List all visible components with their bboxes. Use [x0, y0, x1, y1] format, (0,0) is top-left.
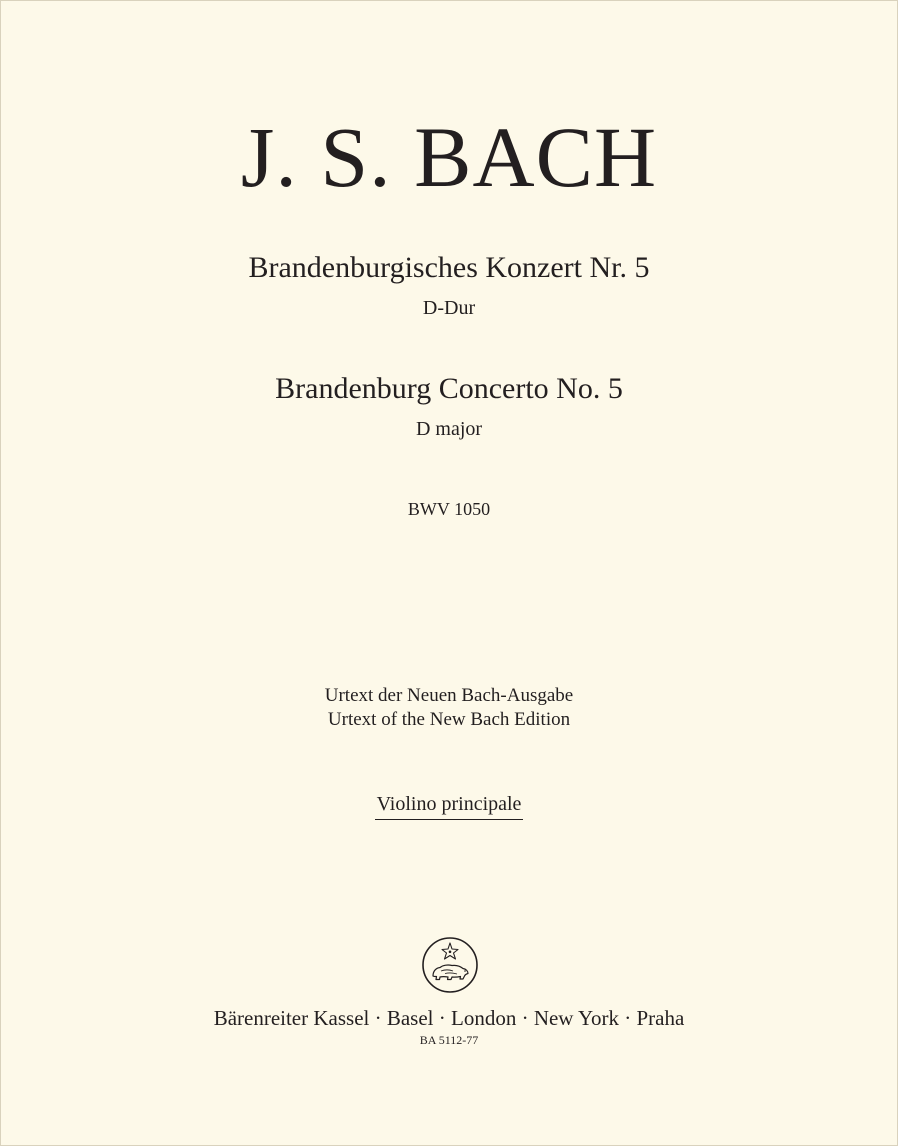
composer-name: J. S. BACH [240, 109, 658, 205]
part-name-line [1, 790, 897, 820]
title-german: Brandenburgisches Konzert Nr. 5 [248, 251, 650, 284]
order-number: BA 5112-77 [419, 1033, 479, 1047]
key-german: D-Dur [422, 297, 476, 319]
key-english: D major [415, 418, 483, 440]
catalogue-number: BWV 1050 [407, 499, 491, 519]
title-english: Brandenburg Concerto No. 5 [275, 372, 623, 405]
publisher-line: Bärenreiter Kassel · Basel · London · New York · Praha [213, 1006, 685, 1030]
baerenreiter-bear-star-logo-icon [421, 936, 479, 994]
part-name: Violino principale [375, 790, 524, 820]
urtext-english: Urtext of the New Bach Edition [327, 709, 571, 730]
urtext-german: Urtext der Neuen Bach-Ausgabe [324, 685, 574, 706]
